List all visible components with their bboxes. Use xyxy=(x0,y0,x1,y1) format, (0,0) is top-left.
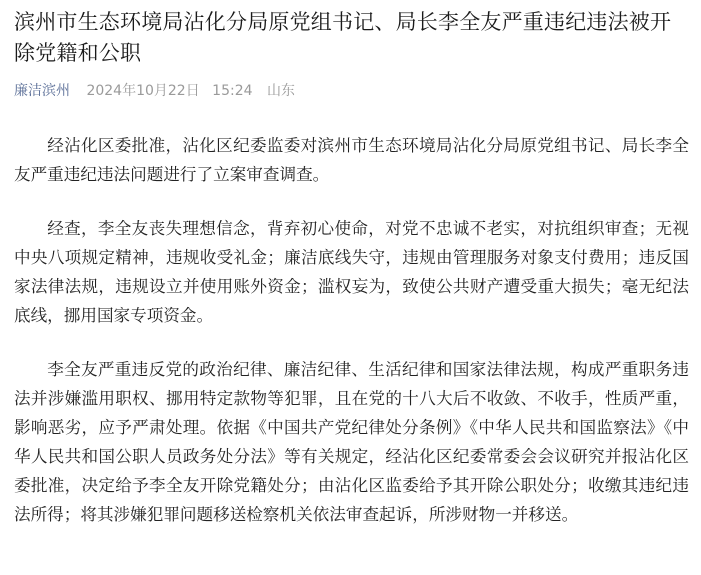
publish-date: 2024年10月22日 xyxy=(86,83,200,99)
paragraph-3: 李全友严重违反党的政治纪律、廉洁纪律、生活纪律和国家法律法规，构成严重职务违法并涉嫌滥用职权、挪用特定款物等犯罪，且在党的十八大后不收敛、不收手，性质严重，影响恶劣，应予严肃处理。依据《中国共产党纪律处分条例》《中华人民共和国监察法》《中华人民共和国公职人员政务处分法》等有关规定，经沾化区纪委常委会会议研究并报沾化区委批准，决定给予李全友开除党籍处分；由沾化区监委给予其开除公职处分；收缴其违纪违法所得；将其涉嫌犯罪问题移送检察机关依法审查起诉，所涉财物一并移送。 xyxy=(14,360,689,524)
article-body xyxy=(14,131,689,529)
publish-time: 15:24 xyxy=(212,83,253,99)
account-name-link[interactable]: 廉洁滨州 xyxy=(14,83,70,99)
article-meta xyxy=(14,81,689,101)
publish-location: 山东 xyxy=(266,83,295,99)
paragraph-1: 经沾化区委批准，沾化区纪委监委对滨州市生态环境局沾化分局原党组书记、局长李全友严重违纪违法问题进行了立案审查调查。 xyxy=(14,136,689,184)
paragraph-2: 经查，李全友丧失理想信念，背弃初心使命，对党不忠诚不老实，对抗组织审查；无视中央八项规定精神，违规收受礼金；廉洁底线失守，违规由管理服务对象支付费用；违反国家法律法规，违规设立并使用账外资金；滥权妄为，致使公共财产遭受重大损失；毫无纪法底线，挪用国家专项资金。 xyxy=(14,219,689,325)
article-title: 滨州市生态环境局沾化分局原党组书记、局长李全友严重违纪违法被开除党籍和公职 xyxy=(14,10,672,65)
